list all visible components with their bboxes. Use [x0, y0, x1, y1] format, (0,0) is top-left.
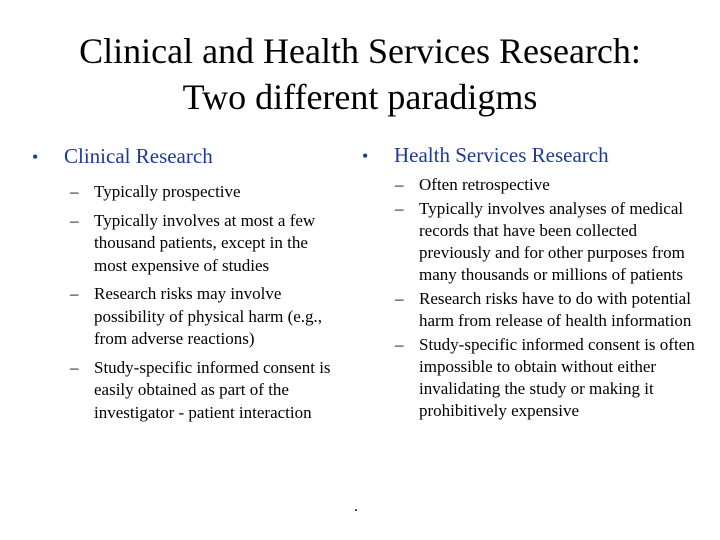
clinical-research-column [32, 142, 342, 430]
heading-text: Health Services Research [394, 143, 609, 167]
list-item [395, 334, 702, 422]
clinical-research-heading [32, 142, 342, 171]
title-line-1: Clinical and Health Services Research: [79, 31, 641, 71]
list-item-text: Study-specific informed consent is often impossible to obtain without either invalidating the study or making it prohibitively expensive [419, 335, 695, 420]
dash-bullet-icon: – [70, 210, 79, 230]
list-item [395, 198, 702, 286]
dash-bullet-icon: – [395, 335, 404, 354]
list-item [395, 174, 702, 196]
dash-bullet-icon: – [70, 182, 79, 201]
list-item-text: Research risks have to do with potential harm from release of health information [419, 289, 692, 330]
dash-bullet-icon: – [395, 199, 404, 218]
health-services-research-list [362, 174, 702, 422]
list-item [70, 283, 342, 351]
list-item-text: Research risks may involve possibility of physical harm (e.g., from adverse reactions) [94, 284, 323, 348]
list-item [70, 357, 342, 425]
dash-bullet-icon: – [395, 175, 404, 194]
list-item-text: Typically involves analyses of medical records that have been collected previously and for other purposes from many thousands or millions of patients [419, 199, 685, 284]
health-services-research-column [362, 141, 702, 424]
dash-bullet-icon: – [395, 289, 404, 308]
list-item-text: Typically prospective [94, 182, 241, 201]
heading-text: Clinical Research [64, 144, 213, 168]
list-item-text: Often retrospective [419, 175, 550, 194]
footer-dot: . [354, 498, 358, 515]
dash-bullet-icon: – [70, 357, 79, 377]
list-item-text: Study-specific informed consent is easily obtained as part of the investigator - patient interaction [94, 357, 331, 422]
bullet-icon: • [362, 146, 369, 166]
title-line-2: Two different paradigms [182, 77, 538, 117]
list-item-text: Typically involves at most a few thousand patients, except in the most expensive of studies [94, 210, 316, 275]
list-item [70, 210, 342, 278]
list-item [395, 288, 702, 332]
health-services-research-heading [362, 141, 702, 170]
bullet-icon: • [32, 147, 39, 167]
list-item [70, 181, 342, 204]
slide-title [0, 28, 720, 120]
clinical-research-list [32, 181, 342, 424]
dash-bullet-icon: – [70, 284, 79, 303]
